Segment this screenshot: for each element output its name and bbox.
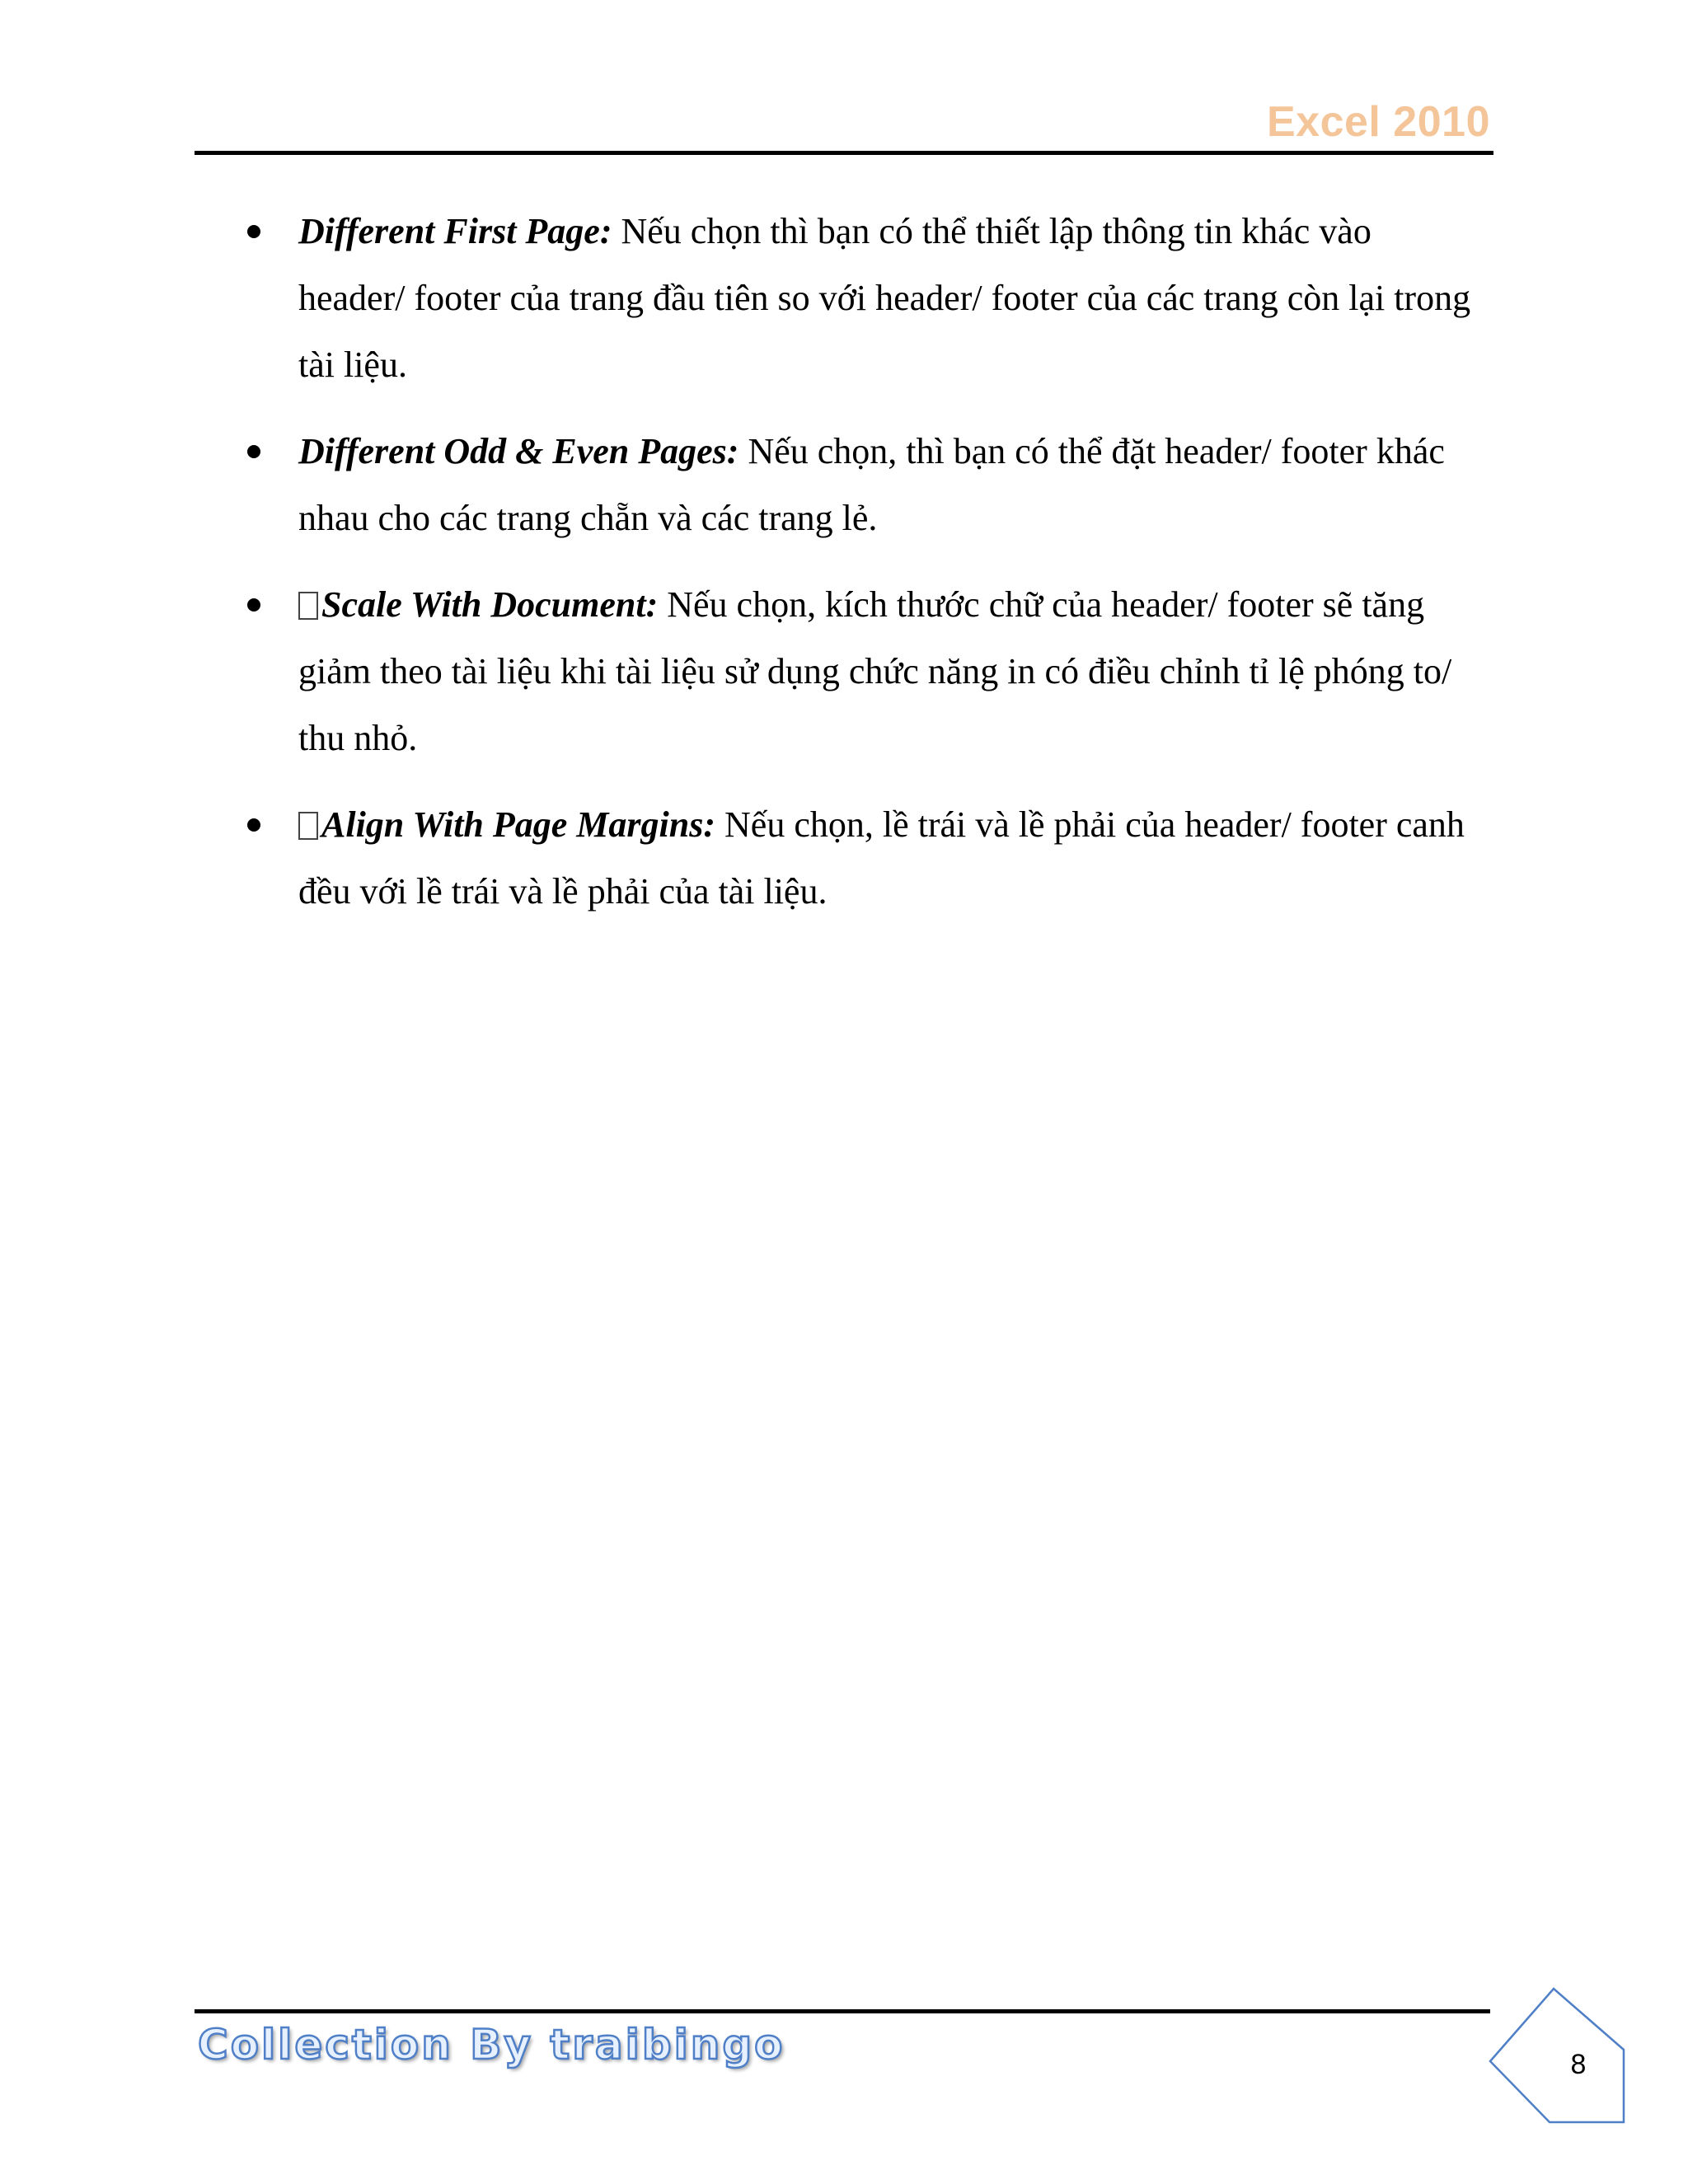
item-text: Nếu chọn thì bạn có thể thiết lập thông tin khác vào header/ footer của trang đầu tiên so với header/ footer của các trang còn lại trong tài liệu. <box>298 211 1471 385</box>
item-term: Different First Page: <box>298 211 612 251</box>
list-item <box>247 418 1484 551</box>
item-text: Nếu chọn, kích thước chữ của header/ footer sẽ tăng giảm theo tài liệu khi tài liệu sử dụng chức năng in có điều chỉnh tỉ lệ phóng to/ thu nhỏ. <box>298 584 1452 758</box>
bullet-icon <box>247 598 260 612</box>
item-text: Nếu chọn, lề trái và lề phải của header/ footer canh đều với lề trái và lề phải của tài liệu. <box>298 804 1465 912</box>
bullet-icon <box>247 225 260 238</box>
bullet-list <box>247 198 1484 944</box>
missing-glyph-box-icon <box>298 592 318 620</box>
bullet-icon <box>247 445 260 458</box>
footer-collection-text: Collection By traibingo <box>198 2021 785 2069</box>
item-text: Nếu chọn, thì bạn có thể đặt header/ footer khác nhau cho các trang chẵn và các trang lẻ. <box>298 431 1445 538</box>
missing-glyph-box-icon <box>298 812 318 840</box>
page-number: 8 <box>1570 2049 1587 2080</box>
list-item <box>247 791 1484 925</box>
header-rule <box>195 151 1493 155</box>
header-title: Excel 2010 <box>1266 98 1490 146</box>
list-item <box>247 571 1484 771</box>
item-term: Scale With Document: <box>321 584 659 625</box>
footer-rule <box>195 2009 1490 2013</box>
item-term: Align With Page Margins: <box>321 804 716 845</box>
list-item <box>247 198 1484 398</box>
item-term: Different Odd & Even Pages: <box>298 431 739 471</box>
bullet-icon <box>247 818 260 832</box>
